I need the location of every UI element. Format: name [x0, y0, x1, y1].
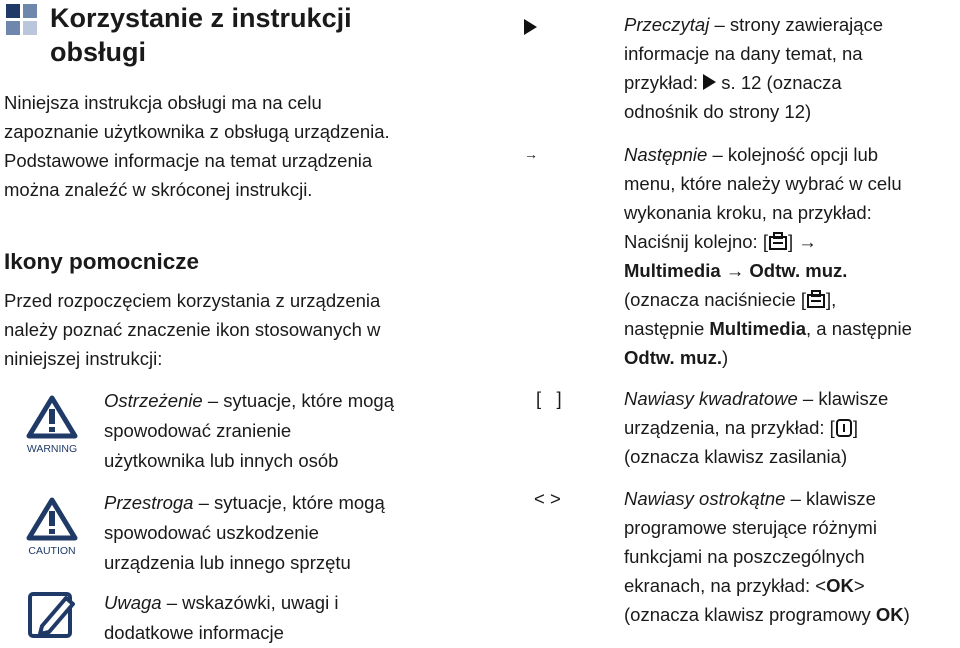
- caution-term: Przestroga: [104, 492, 194, 513]
- note-icon: [26, 590, 78, 642]
- legend-angles-text: Nawiasy ostrokątne – klawisze programowe sterujące różnymi funkcjami na poszczególnych ekranach, na przykład: <OK> (oznacza klawisz programowy OK): [624, 488, 910, 625]
- grid-squares-icon: [6, 4, 38, 36]
- page-title: Korzystanie z instrukcji obsługi: [50, 3, 352, 67]
- square-brackets-symbol: [ ]: [536, 388, 562, 409]
- legend-next-text: Następnie – kolejność opcji lub menu, które należy wybrać w celu wykonania kroku, na przykład: Naciśnij kolejno: [ ] → Multimedia → Odtw. muz. (oznacza naciśniecie [ ], następnie Multimedia, a następnie Odtw. muz.): [624, 144, 912, 368]
- section-title-row: [4, 0, 474, 72]
- legend-see-text: Przeczytaj – strony zawierające informacje na dany temat, na przykład: s. 12 (oznacza odnośnik do strony 12): [624, 14, 884, 122]
- note-term: Uwaga: [104, 592, 162, 613]
- power-key-icon: [835, 418, 853, 438]
- left-column: [4, 0, 474, 643]
- caution-description: Przestroga – sytuacje, które mogą spowodować uszkodzenie urządzenia lub innego sprzętu: [104, 492, 385, 573]
- warning-icon: [22, 394, 82, 454]
- icons-intro-paragraph: Przed rozpoczęciem korzystania z urządzenia należy poznać znaczenie ikon stosowanych w niniejszej instrukcji:: [4, 290, 381, 369]
- warning-description: Ostrzeżenie – sytuacje, które mogą spowodować zranienie użytkownika lub innych osób: [104, 390, 394, 471]
- triangle-right-icon: [524, 13, 584, 42]
- caution-icon: [22, 496, 82, 556]
- arrow-right-symbol: →: [524, 146, 538, 162]
- intro-paragraph: Niniejsza instrukcja obsługi ma na celu zapoznanie użytkownika z obsługą urządzenia. Podstawowe informacje na temat urządzenia można znaleźć w skróconej instrukcji.: [4, 92, 390, 200]
- menu-key-icon: [806, 290, 826, 310]
- svg-text:CAUTION: CAUTION: [28, 545, 76, 556]
- icons-heading: Ikony pomocnicze: [4, 249, 200, 274]
- menu-key-icon: [768, 232, 788, 252]
- angle-brackets-symbol: < >: [534, 488, 561, 509]
- note-description: Uwaga – wskazówki, uwagi i dodatkowe informacje: [104, 592, 339, 643]
- legend-brackets-text: Nawiasy kwadratowe – klawisze urządzenia, na przykład: [ ] (oznacza klawisz zasilania): [624, 388, 889, 467]
- svg-text:WARNING: WARNING: [26, 443, 78, 454]
- warning-term: Ostrzeżenie: [104, 390, 203, 411]
- triangle-right-icon: [703, 74, 716, 90]
